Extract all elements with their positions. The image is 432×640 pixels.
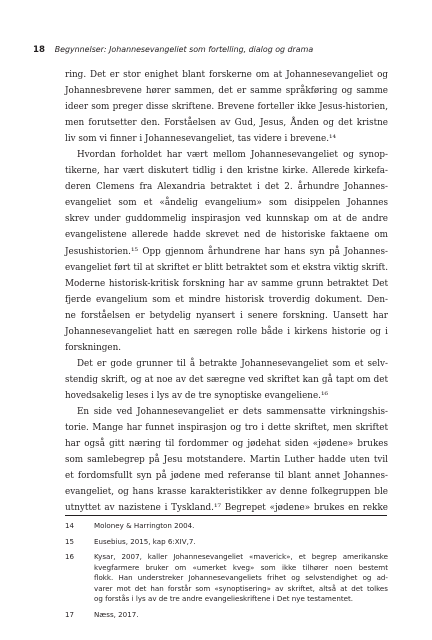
body-line: Hvordan forholdet har vært mellom Johannesevangeliet og synop- bbox=[77, 150, 388, 161]
footnote-text bbox=[94, 521, 388, 532]
body-line: fjerde evangelium som et mindre historisk troverdig dokument. Den- bbox=[65, 294, 388, 305]
body-line: Moderne historisk-kritisk forskning har av samme grunn betraktet Det bbox=[65, 278, 388, 289]
body-line: utnyttet av nazistene i Tyskland.¹⁷ Begrepet «jødene» brukes en rekke bbox=[65, 503, 388, 514]
running-title: Begynnelser: Johannesevangeliet som fortelling, dialog og drama bbox=[54, 45, 314, 54]
footnote bbox=[65, 552, 388, 605]
body-line: Johannesevangeliet hatt en særegen rolle både i kirkens historie og i bbox=[65, 326, 388, 337]
body-line: som samlebegrep på Jesu motstandere. Martin Luther hadde uten tvil bbox=[65, 455, 388, 466]
body-line: tikerne, har vært diskutert tidlig i den kristne kirke. Allerede kirkefa- bbox=[65, 166, 388, 177]
body-line: deren Clemens fra Alexandria betraktet i det 2. århundre Johannes- bbox=[65, 182, 388, 193]
footnote bbox=[65, 521, 388, 532]
footnote-line: Moloney & Harrington 2004. bbox=[94, 521, 195, 530]
footnote-line: kvegfarmere bruker om «umerket kveg» som ikke tilhører noen bestemt bbox=[94, 562, 388, 572]
body-line: evangeliet som et «åndelig evangelium» som disippelen Johannes bbox=[65, 198, 388, 209]
footnote-line: varer mot det han forstår som «synoptisering» av skriftet, altså at det tolkes bbox=[94, 583, 388, 593]
body-line: men forutsetter den. Forståelsen av Gud, Jesus, Ånden og det kristne bbox=[65, 118, 388, 129]
body-line: et fordomsfullt syn på jødene med referanse til blant annet Johannes- bbox=[65, 471, 388, 482]
body-line: har også gitt næring til fordommer og jødehat siden «jødene» brukes bbox=[65, 439, 388, 450]
footnote-line: Næss, 2017. bbox=[94, 609, 139, 619]
body-line: torie. Mange har funnet inspirasjon og tro i dette skriftet, men skriftet bbox=[65, 423, 388, 434]
body-line: evangelistene allerede hadde skrevet ned de historiske faktaene om bbox=[65, 230, 388, 241]
footnote-number: 17 bbox=[65, 609, 75, 619]
footnote-line: Kysar, 2007, kaller Johannesevangeliet «maverick», et begrep amerikanske bbox=[94, 552, 388, 561]
footnote-line: flokk. Han understreker Johannesevangeliets frihet og selvstendighet og ad- bbox=[94, 573, 388, 582]
footnotes bbox=[65, 521, 388, 625]
body-line: forskningen. bbox=[65, 342, 122, 353]
body-line: liv som vi finner i Johannesevangeliet, tas videre i brevene.¹⁴ bbox=[65, 134, 337, 145]
body-line: En side ved Johannesevangeliet er dets sammensatte virkningshis- bbox=[77, 406, 388, 417]
body-text bbox=[65, 67, 388, 516]
running-header bbox=[33, 44, 402, 56]
body-line: ideer som preger disse skriftene. Brevene forteller ikke Jesus-historien, bbox=[65, 102, 388, 113]
body-line: Jesushistorien.¹⁵ Opp gjennom århundrene har hans syn på Johannes- bbox=[65, 246, 388, 257]
body-line: Johannesbrevene hører sammen, det er samme språkføring og samme bbox=[65, 86, 388, 97]
body-line: ring. Det er stor enighet blant forskerne om at Johannesevangeliet og bbox=[65, 70, 388, 80]
body-line: ne forståelsen er betydelig nyansert i senere forskning. Uansett har bbox=[65, 310, 388, 321]
body-line: Det er gode grunner til å betrakte Johannesevangeliet som et selv- bbox=[77, 358, 388, 369]
body-line: evangeliet, og hans krasse karakteristikker av denne folkegruppen ble bbox=[65, 487, 388, 498]
footnote-number: 15 bbox=[65, 536, 75, 546]
body-line: skrev under guddommelig inspirasjon ved kunnskap om at de andre bbox=[65, 214, 388, 225]
footnote-text bbox=[94, 552, 388, 605]
footnote bbox=[65, 537, 388, 548]
footnote-text bbox=[94, 610, 388, 621]
footnote-text bbox=[94, 537, 388, 548]
footnote-line: og forstås i lys av de tre andre evangelieskriftene i Det nye testamentet. bbox=[94, 594, 354, 603]
footnote bbox=[65, 610, 388, 621]
body-line: evangeliet ført til at skriftet er blitt betraktet som et ekstra viktig skrift. bbox=[65, 262, 388, 273]
footnote-line: Eusebius, 2015, kap 6:XIV,7. bbox=[94, 536, 196, 546]
page-number: 18 bbox=[33, 45, 45, 55]
footnote-number: 14 bbox=[65, 521, 75, 530]
footnote-divider bbox=[65, 515, 387, 516]
body-line: hovedsakelig leses i lys av de tre synoptiske evangeliene.¹⁶ bbox=[65, 390, 329, 401]
body-line: stendig skrift, og at noe av det særegne ved skriftet kan gå tapt om det bbox=[65, 374, 388, 385]
footnote-number: 16 bbox=[65, 552, 75, 561]
